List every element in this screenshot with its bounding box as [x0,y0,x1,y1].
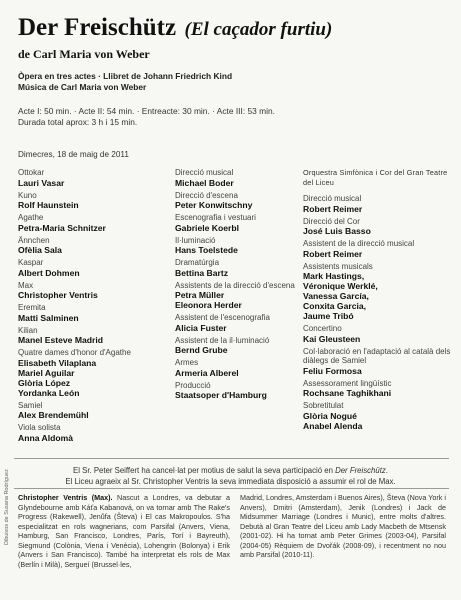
credit-entry [18,326,173,346]
bio-column-2: Madrid, Londres, Amsterdam i Buenos Aires), Števa (Nova York i Anvers), Dmitri (Amsterdam), Jenik (Londres) i Jack de Midsummer Marriage (Londres i Munic), entre molts d'altres. Debutà al Gran Teatre del Liceu amb Lady Macbeth de Mtsensk (2001-02). Hi ha tornat amb Peter Grimes (2003-04), Parsifal (2004-05) Rèquiem de Dvořák (2008-09), i recentment no nou amb Parsifal (2010-11). [240,493,446,559]
author-line: de Carl Maria von Weber [18,47,150,61]
page-title: Der Freischütz [18,14,177,41]
credit-name: Rochsane Taghikhani [303,388,392,398]
credit-role: Armes [175,358,199,367]
orchestra-column [303,168,453,434]
credit-entry [18,401,173,421]
credit-name: Peter Konwitschny [175,200,253,210]
notice-line-2: El Liceu agraeix al Sr. Christopher Ventris la seva immediata disposició a assumir el rol de Max. [65,476,396,486]
credit-entry [18,423,173,443]
credit-entry [18,281,173,301]
credit-name: Manel Esteve Madrid [18,335,104,345]
info-total-duration: Durada total aprox: 3 h i 15 min. [18,117,138,127]
credit-entry [303,347,453,376]
bio-column-1 [18,493,230,569]
credit-name: Mariel Aguilar [18,367,75,378]
credit-name: Feliu Formosa [303,365,362,376]
credit-role: Escenografia i vestuari [175,213,256,222]
credit-entry [18,191,173,211]
credit-role: Assessorament lingüístic [303,378,392,388]
credit-entry [175,258,303,278]
credit-entry [175,213,303,233]
credit-entry [18,168,173,188]
credit-role: Assistent de l'escenografia [175,313,270,322]
credit-name: Bettina Bartz [175,267,229,278]
credit-name: Christopher Ventris [18,290,98,300]
credit-role: Kaspar [18,258,44,267]
credit-role: Quatre dames d'honor d'Agathe [18,348,131,357]
credit-entry [303,379,453,399]
credit-name: José Luis Basso [303,226,371,236]
credit-entry [175,168,303,188]
credit-name: Matti Salminen [18,312,79,323]
credit-entry [175,381,303,401]
credit-name: Vanessa García, [303,291,369,301]
title-row [18,14,332,42]
credit-role: Eremita [18,303,46,312]
credit-role: Max [18,280,34,290]
credit-name: Staatsoper d'Hamburg [175,390,267,400]
credit-entry [175,236,303,256]
bio-name: Christopher Ventris (Max). [18,493,113,502]
credit-entry [303,262,453,322]
credit-role: Ännchen [18,235,50,245]
orchestra-heading: Orquestra Simfònica i Cor del Gran Teatre del Liceu [303,168,448,187]
credit-role: Concertino [303,324,342,333]
credit-name: Gabriele Koerbl [175,222,239,233]
credit-name: Jaume Tribó [303,311,354,321]
cast-column [18,168,173,446]
credit-role: Direcció del Cor [303,216,360,226]
credit-role: Col·laboració en l'adaptació al català dels diàlegs de Samiel [303,346,451,365]
credit-entry [303,194,453,214]
credit-entry [18,236,173,256]
credit-name: Albert Dohmen [18,267,80,278]
credit-name: Michael Boder [175,177,234,188]
credit-name: Anna Aldomà [18,432,74,443]
credit-role: Direcció d'escena [175,190,238,200]
credit-role: Assistent de la direcció musical [303,239,415,248]
credit-entry [175,336,303,356]
credit-name: Lauri Vasar [18,177,65,188]
credit-entry [303,217,453,237]
credit-name: Alex Brendemühl [18,410,89,420]
divider-bottom [14,488,449,489]
info-durations: Acte I: 50 min. · Acte II: 54 min. · Entreacte: 30 min. · Acte III: 53 min. [18,106,275,116]
credit-role: Ottokar [18,168,45,177]
credit-role: Agathe [18,213,44,222]
credit-role: Dramatúrgia [175,258,220,267]
credit-entry [303,239,453,259]
bio-text-1: Nascut a Londres, va debutar a Glyndebourne amb Káťa Kabanová, on va tornar amb The Rake's Progress (Rakewell), Jenůfa (Števa) i El cas Makropoulos. S'ha especialitzat en rols wagnerians, com Parsifal (Anvers, Viena, Hamburg, San Francisco, Londres, París, Torí i Bayreuth), Siegmund (Colònia, Viena i Venècia), Lohengrin (Bolonya) i Erik (Anvers i San Francisco). També ha interpretat els rols de Max (Berlín i Milà), Sergueí (Brussel·les, [18,493,230,569]
credit-name: Elisabeth Vilaplana [18,357,97,368]
credit-name: Yordanka León [18,387,80,398]
credit-name: Glòria López [18,377,71,388]
credit-name: Petra Müller [175,290,225,300]
credit-entry [175,358,303,378]
page-subtitle: (El caçador furtiu) [184,19,333,40]
credit-entry [18,348,173,398]
credit-role: Kilian [18,325,38,335]
credit-name: Véronique Werklé, [303,281,378,291]
credit-entry [18,213,173,233]
credit-role: Producció [175,380,211,390]
credit-role: Kuno [18,190,37,200]
credit-name: Petra-Maria Schnitzer [18,222,106,233]
credit-role: Il·luminació [175,235,216,245]
credit-name: Eleonora Herder [175,300,242,310]
credit-name: Robert Reimer [303,203,363,214]
credit-name: Robert Reimer [303,248,363,259]
credit-entry [175,313,303,333]
illustration-credit: Dibuixos de Susana Rodríguez [4,469,10,545]
credit-entry [303,324,453,344]
credit-name: Alicia Fuster [175,322,227,333]
credit-role: Direcció musical [175,168,234,177]
credit-name: Rolf Haunstein [18,200,79,210]
credit-name: Glòria Nogué [303,410,357,421]
info-music: Música de Carl Maria von Weber [18,82,147,92]
credit-role: Direcció musical [303,194,362,203]
credit-role: Viola solista [18,423,61,432]
credit-entry [18,258,173,278]
credit-entry [175,281,303,311]
divider-top [14,458,449,459]
credit-name: Bernd Grube [175,345,228,355]
credit-name: Mark Hastings, [303,271,365,281]
credit-role: Samiel [18,400,43,410]
credit-role: Sobretitulat [303,401,344,410]
credit-name: Anabel Alenda [303,420,363,431]
notice-line-1: El Sr. Peter Seiffert ha cancel·lat per motius de salut la seva participació en Der Freischütz. [73,466,388,475]
credit-name: Kai Gleusteen [303,333,361,344]
credit-name: Ofèlia Sala [18,245,62,255]
credit-role: Assistents musicals [303,261,373,271]
performance-date: Dimecres, 18 de maig de 2011 [18,150,129,159]
credit-name: Armeria Alberel [175,367,239,378]
credit-role: Assistent de la il·luminació [175,335,270,345]
credit-name: Hans Toelstede [175,245,238,255]
credit-name: Conxita Garcia, [303,301,367,311]
credit-role: Assistents de la direcció d'escena [175,280,295,290]
credit-entry [175,191,303,211]
credit-entry [18,303,173,323]
creative-team-column [175,168,303,403]
credit-entry [303,401,453,431]
info-libretto: Òpera en tres actes · Llibret de Johann Friedrich Kind [18,71,233,81]
cancellation-notice [18,466,443,487]
